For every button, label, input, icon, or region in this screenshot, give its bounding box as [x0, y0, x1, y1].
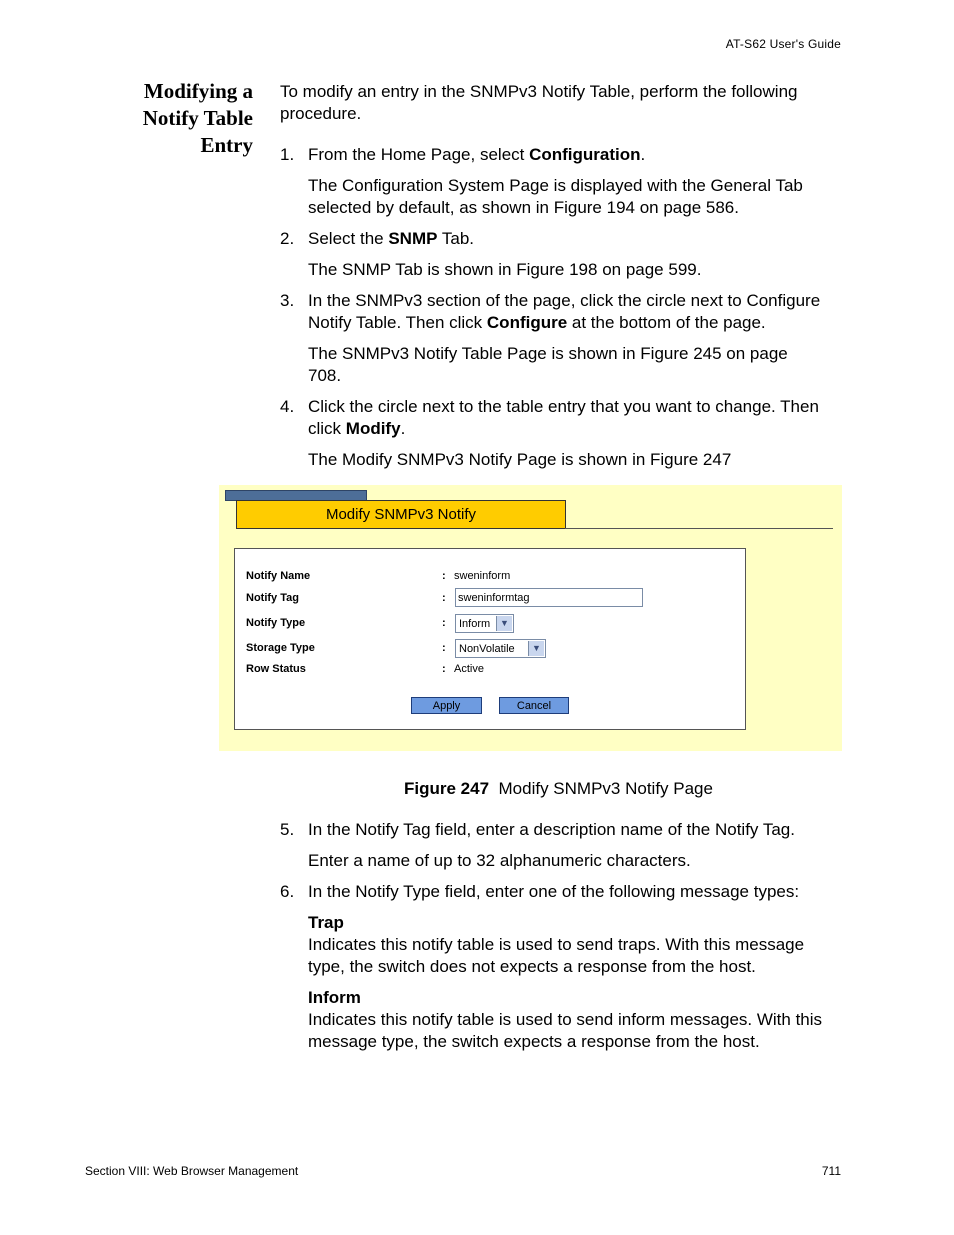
notify-type-label: Notify Type: [246, 617, 306, 629]
notify-name-value: sweninform: [454, 570, 511, 582]
step-text: In the Notify Tag field, enter a description name of the Notify Tag.: [308, 820, 795, 839]
term-name: Trap: [308, 913, 344, 932]
step-number: 2.: [280, 229, 295, 248]
figure-screenshot: [219, 485, 842, 751]
separator: :: [442, 663, 446, 675]
step-text: In the Notify Type field, enter one of the following message types:: [308, 882, 800, 901]
separator: :: [442, 642, 446, 654]
step-number: 6.: [280, 882, 295, 901]
figure-caption: Figure 247 Modify SNMPv3 Notify Page: [404, 779, 713, 798]
storage-type-label: Storage Type: [246, 642, 315, 654]
term-inform: [308, 987, 843, 1053]
footer-section: Section VIII: Web Browser Management: [85, 1164, 299, 1178]
notify-tag-input[interactable]: sweninformtag: [455, 588, 643, 607]
step-number: 3.: [280, 291, 295, 310]
step-text: In the SNMPv3 section of the page, click the circle next to Configure Notify Table. Then click Configure at the bottom of the page.: [308, 291, 821, 332]
step-note: The SNMP Tab is shown in Figure 198 on page 599.: [308, 260, 702, 279]
page-number: 711: [821, 1164, 841, 1178]
step-note: The Modify SNMPv3 Notify Page is shown in Figure 247: [308, 450, 732, 469]
step-number: 1.: [280, 145, 295, 164]
section-title-line: Notify Table: [142, 106, 253, 130]
step-note: The SNMPv3 Notify Table Page is shown in Figure 245 on page 708.: [308, 344, 788, 385]
cancel-button[interactable]: Cancel: [499, 697, 569, 714]
apply-button[interactable]: Apply: [411, 697, 482, 714]
step-text: Click the circle next to the table entry that you want to change. Then click Modify.: [308, 397, 819, 438]
running-header: AT-S62 User's Guide: [725, 37, 841, 51]
row-status-label: Row Status: [246, 663, 306, 675]
notify-name-label: Notify Name: [246, 570, 311, 582]
section-title-line: Entry: [200, 133, 253, 157]
row-status-value: Active: [454, 663, 484, 675]
notify-type-select[interactable]: [455, 614, 514, 633]
term-trap: [308, 912, 843, 978]
step-text: Select the SNMP Tab.: [308, 229, 475, 248]
separator: :: [442, 617, 446, 629]
section-title-line: Modifying a: [143, 79, 253, 103]
chevron-down-icon[interactable]: ▼: [528, 641, 544, 656]
term-description: Indicates this notify table is used to send inform messages. With this message type, the switch expects a response from the host.: [308, 1010, 823, 1051]
notify-form-panel: [234, 548, 746, 730]
title-divider: [565, 528, 833, 529]
section-title: [100, 78, 253, 159]
separator: :: [442, 592, 446, 604]
storage-type-select[interactable]: [455, 639, 546, 658]
chevron-down-icon[interactable]: ▼: [496, 616, 512, 631]
notify-type-selected: Inform: [459, 618, 491, 630]
term-name: Inform: [308, 988, 361, 1007]
step-note: The Configuration System Page is displayed with the General Tab selected by default, as shown in Figure 194 on page 586.: [308, 176, 803, 217]
step-note: Enter a name of up to 32 alphanumeric characters.: [308, 851, 691, 870]
storage-type-selected: NonVolatile: [459, 643, 515, 655]
page-title-tab: Modify SNMPv3 Notify: [236, 500, 566, 529]
separator: :: [442, 570, 446, 582]
step-number: 5.: [280, 820, 295, 839]
notify-tag-label: Notify Tag: [246, 592, 299, 604]
step-number: 4.: [280, 397, 295, 416]
step-text: From the Home Page, select Configuration.: [308, 145, 646, 164]
term-description: Indicates this notify table is used to send traps. With this message type, the switch does not expects a response from the host.: [308, 935, 805, 976]
intro-paragraph: To modify an entry in the SNMPv3 Notify Table, perform the following procedure.: [280, 82, 798, 123]
